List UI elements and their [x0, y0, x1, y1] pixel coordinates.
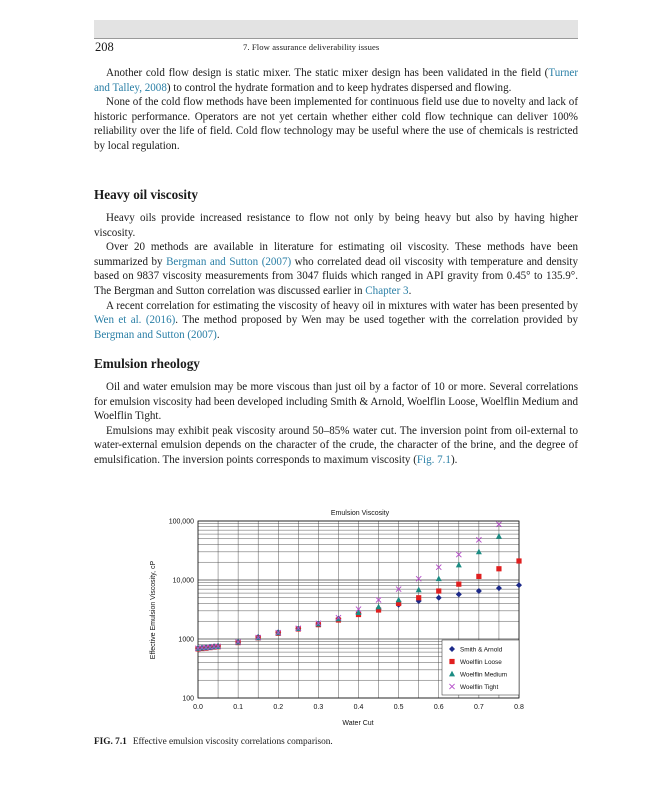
paragraph-heavy-oils: Heavy oils provide increased resistance to flow not only by being heavy but also by having higher viscosity.: [94, 212, 578, 239]
y-tick-label: 100,000: [168, 518, 194, 526]
data-point-woelflin-loose: [476, 574, 481, 579]
text: . The method proposed by Wen may be used together with the correlation provided by: [175, 314, 578, 327]
paragraph-cold-flow-methods: None of the cold flow methods have been implemented for continuous field use due to novelty and lack of historic performance. Operators are not yet certain whether either cold flow technique can deliver 100% reliability over the life of field. Cold flow technology may be useful where the use of chemicals is restricted by local regulation.: [94, 96, 578, 152]
chart-legend: [442, 640, 519, 695]
figure-label: FIG. 7.1: [94, 737, 127, 747]
section-cold-flow: [94, 66, 578, 154]
reference-link-turner-talley[interactable]: Turner and Talley, 2008: [94, 67, 578, 94]
header-bar: [94, 20, 578, 38]
data-point-woelflin-loose: [496, 566, 501, 571]
heading-heavy-oil-viscosity: Heavy oil viscosity: [94, 187, 199, 202]
figure-link-7-1[interactable]: Fig. 7.1: [416, 453, 451, 466]
x-tick-label: 0.2: [273, 704, 284, 711]
x-tick-label: 0.3: [313, 704, 324, 711]
paragraph-wen-correlation: [94, 299, 578, 343]
paragraph-oil-viscosity-methods: [94, 240, 578, 298]
section-heavy-oil: [94, 187, 578, 342]
paragraph-static-mixer: [94, 66, 578, 95]
header-rule: [94, 38, 578, 39]
text: .: [408, 284, 412, 297]
y-tick-label: 100: [182, 695, 194, 703]
text: who correlated dead oil viscosity with temperature and density based on 9837 viscosity measurements from 3047 fluids which ranged in API gravity from 0.45° to 135.9°. The Bergman and Sutton correlation was discussed earlier in: [94, 255, 578, 297]
y-tick-label: 1000: [178, 636, 194, 644]
figure-caption-text: Effective emulsion viscosity correlations comparison.: [132, 737, 333, 747]
legend-label: Smith & Arnold: [460, 646, 503, 654]
section-emulsion: [94, 356, 578, 468]
data-point-woelflin-loose: [416, 595, 421, 600]
x-tick-label: 0.1: [233, 704, 243, 711]
data-point-woelflin-loose: [436, 588, 441, 593]
text: ).: [450, 453, 458, 466]
text: Over 20 methods are available in literature for estimating oil viscosity. These methods have been summarized by: [94, 241, 578, 268]
emulsion-viscosity-chart: [94, 500, 534, 732]
data-point-smith-arnold: [436, 595, 442, 601]
chart-title: Emulsion Viscosity: [330, 510, 390, 517]
x-tick-label: 0.6: [433, 704, 444, 711]
paragraph-peak-viscosity: [94, 424, 578, 468]
x-tick-label: 0.7: [474, 704, 484, 711]
text: Another cold flow design is static mixer. The static mixer design has been validated in the field (: [106, 67, 549, 79]
data-point-smith-arnold: [496, 585, 502, 591]
heading-emulsion-rheology: Emulsion rheology: [94, 356, 200, 371]
x-tick-label: 0.4: [353, 704, 364, 711]
paragraph-emulsion-viscous: Oil and water emulsion may be more viscous than just oil by a factor of 10 or more. Several correlations for emulsion viscosity had been developed including Smith & Arnold, Woelflin Loose, Woelflin Medium and Woelflin Tight.: [94, 381, 578, 423]
data-point-smith-arnold: [456, 591, 462, 597]
legend-label: Woelflin Loose: [460, 659, 502, 666]
text: .: [216, 328, 220, 341]
reference-link-bergman-sutton[interactable]: Bergman and Sutton (2007): [166, 255, 292, 268]
data-point-smith-arnold: [516, 582, 522, 588]
page-number: 208: [95, 40, 114, 54]
legend-marker-woelflin-loose: [449, 659, 454, 664]
data-point-woelflin-loose: [516, 558, 521, 563]
text: Emulsions may exhibit peak viscosity around 50–85% water cut. The inversion point from oil-external to water-external emulsion depends on the character of the crude, the character of the brine, and the degree of emulsification. The inversion points corresponds to maximum viscosity (: [94, 424, 578, 466]
reference-link-chapter-3[interactable]: Chapter 3: [365, 284, 409, 297]
data-point-woelflin-loose: [456, 582, 461, 587]
data-point-woelflin-medium: [376, 604, 382, 610]
data-point-woelflin-medium: [456, 562, 462, 568]
x-tick-label: 0.0: [193, 704, 203, 711]
reference-link-wen[interactable]: Wen et al. (2016): [94, 314, 176, 327]
x-axis-label: Water Cut: [342, 720, 374, 727]
data-point-woelflin-medium: [476, 549, 482, 555]
y-tick-label: 10,000: [172, 577, 194, 585]
figure-caption: [94, 737, 333, 747]
data-point-woelflin-medium: [416, 587, 422, 593]
y-axis-label: Effective Emulsion Viscosity, cP: [150, 560, 157, 660]
legend-label: Woelflin Tight: [460, 684, 499, 691]
text: A recent correlation for estimating the viscosity of heavy oil in mixtures with water has been presented by: [106, 299, 578, 312]
legend-label: Woelflin Medium: [460, 671, 508, 679]
x-tick-label: 0.5: [393, 704, 404, 711]
running-title: 7. Flow assurance deliverability issues: [243, 42, 380, 52]
data-point-woelflin-medium: [436, 576, 442, 582]
x-tick-label: 0.8: [514, 704, 524, 711]
text: ) to control the hydrate formation and to keep hydrates dispersed and flowing.: [166, 81, 512, 94]
reference-link-bergman-sutton-2[interactable]: Bergman and Sutton (2007): [94, 328, 217, 341]
